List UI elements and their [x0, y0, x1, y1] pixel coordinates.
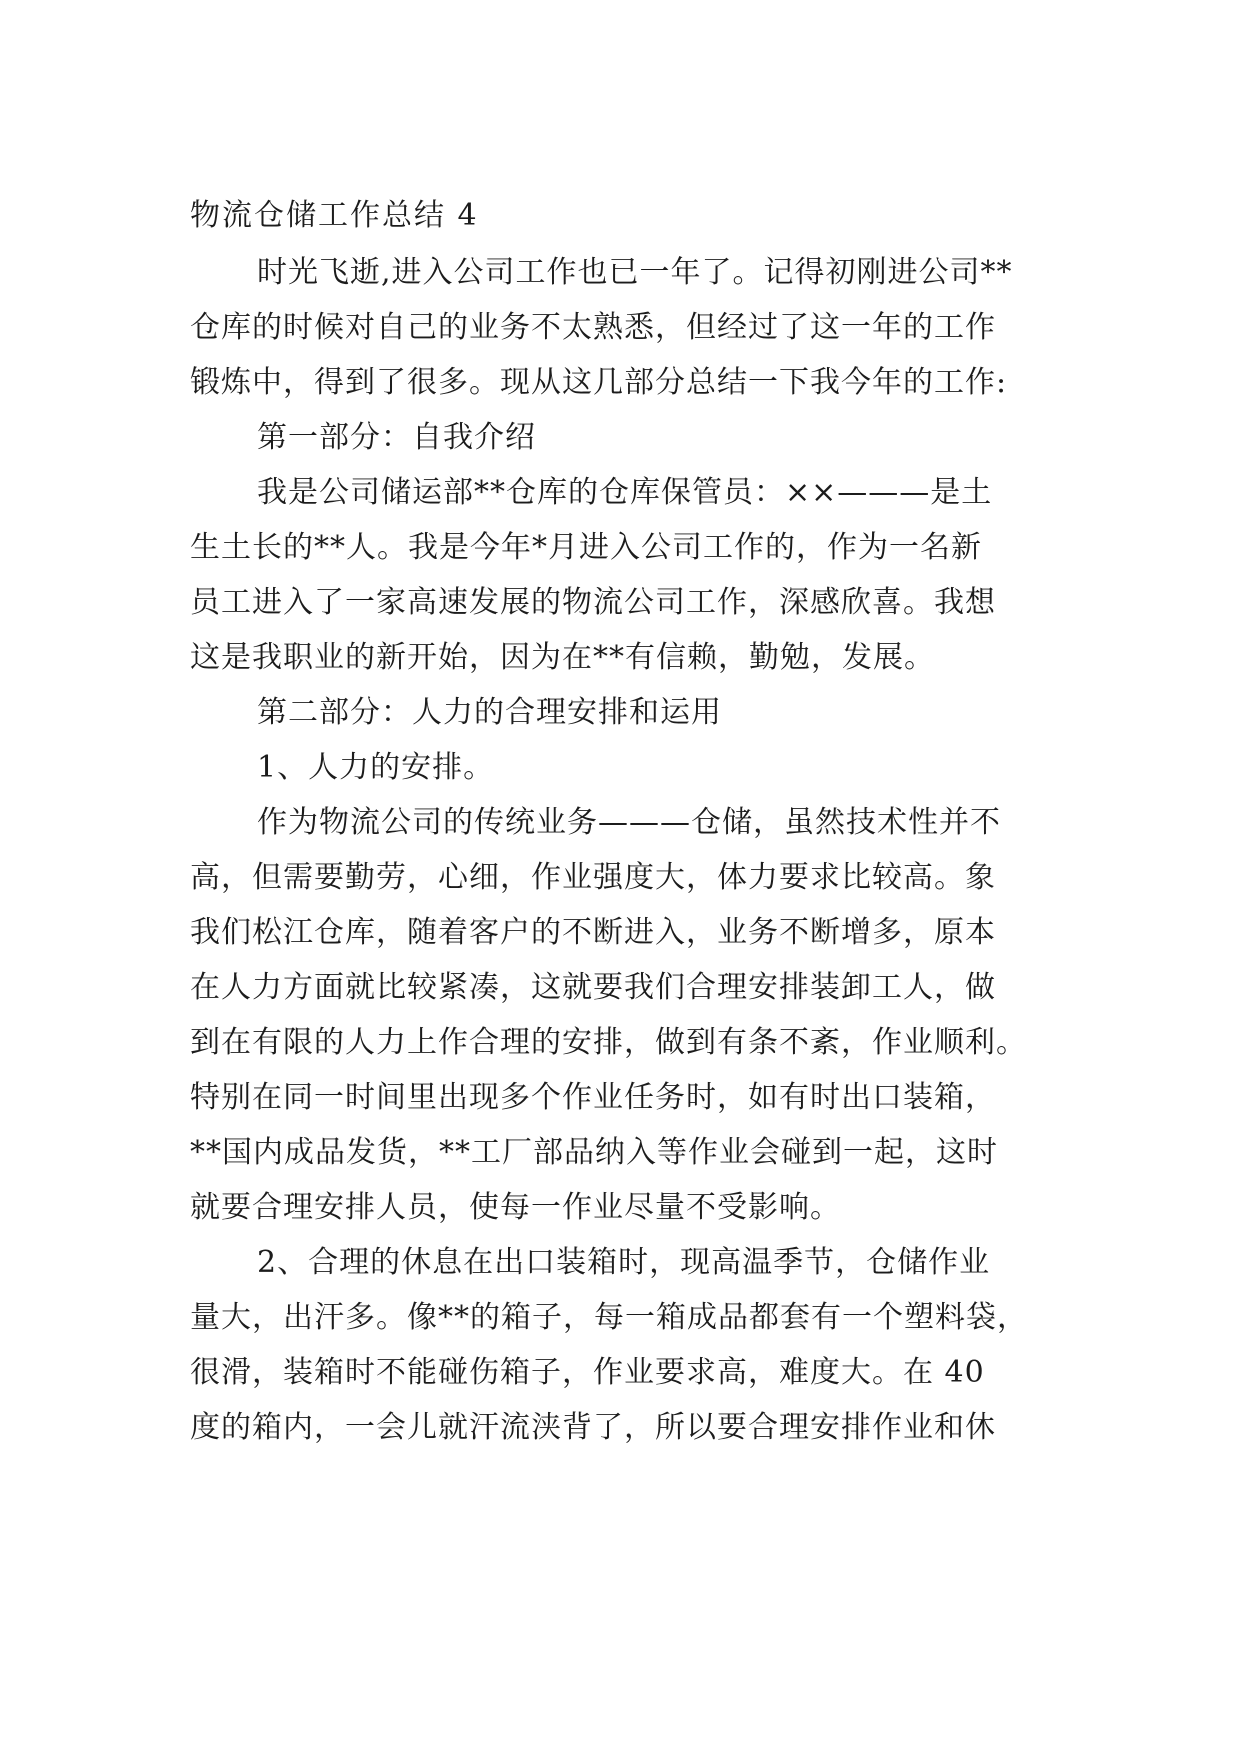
paragraph-line: 2、合理的休息在出口装箱时，现高温季节，仓储作业	[257, 1245, 991, 1280]
subsection-heading: 1、人力的安排。	[257, 750, 495, 785]
paragraph-line: 到在有限的人力上作合理的安排，做到有条不紊，作业顺利。	[190, 1025, 1027, 1060]
paragraph-line: 高，但需要勤劳，心细，作业强度大，体力要求比较高。象	[190, 860, 996, 895]
paragraph-line: 作为物流公司的传统业务———仓储，虽然技术性并不	[257, 805, 1001, 840]
paragraph-line: 特别在同一时间里出现多个作业任务时，如有时出口装箱，	[190, 1080, 996, 1115]
paragraph-line: 在人力方面就比较紧凑，这就要我们合理安排装卸工人，做	[190, 970, 996, 1005]
document-title: 物流仓储工作总结 4	[190, 198, 479, 233]
section-heading: 第一部分：自我介绍	[257, 420, 536, 455]
paragraph-line: 就要合理安排人员，使每一作业尽量不受影响。	[190, 1190, 841, 1225]
paragraph-line: 仓库的时候对自己的业务不太熟悉，但经过了这一年的工作	[190, 310, 996, 345]
paragraph-line: 员工进入了一家高速发展的物流公司工作，深感欣喜。我想	[190, 585, 996, 620]
paragraph-line: 很滑，装箱时不能碰伤箱子，作业要求高，难度大。在 40	[190, 1355, 985, 1390]
paragraph-line: 时光飞逝,进入公司工作也已一年了。记得初刚进公司**	[257, 255, 1013, 290]
paragraph-line: **国内成品发货，**工厂部品纳入等作业会碰到一起，这时	[190, 1135, 998, 1170]
paragraph-line: 生土长的**人。我是今年*月进入公司工作的，作为一名新	[190, 530, 982, 565]
paragraph-line: 锻炼中，得到了很多。现从这几部分总结一下我今年的工作:	[190, 365, 1008, 400]
paragraph-line: 我是公司储运部**仓库的仓库保管员：××———是土	[257, 475, 993, 510]
paragraph-line: 我们松江仓库，随着客户的不断进入，业务不断增多，原本	[190, 915, 996, 950]
paragraph-line: 量大，出汗多。像**的箱子，每一箱成品都套有一个塑料袋，	[190, 1300, 1028, 1335]
paragraph-line: 度的箱内，一会儿就汗流浃背了，所以要合理安排作业和休	[190, 1410, 996, 1445]
section-heading: 第二部分：人力的合理安排和运用	[257, 695, 722, 730]
paragraph-line: 这是我职业的新开始，因为在**有信赖，勤勉，发展。	[190, 640, 935, 675]
